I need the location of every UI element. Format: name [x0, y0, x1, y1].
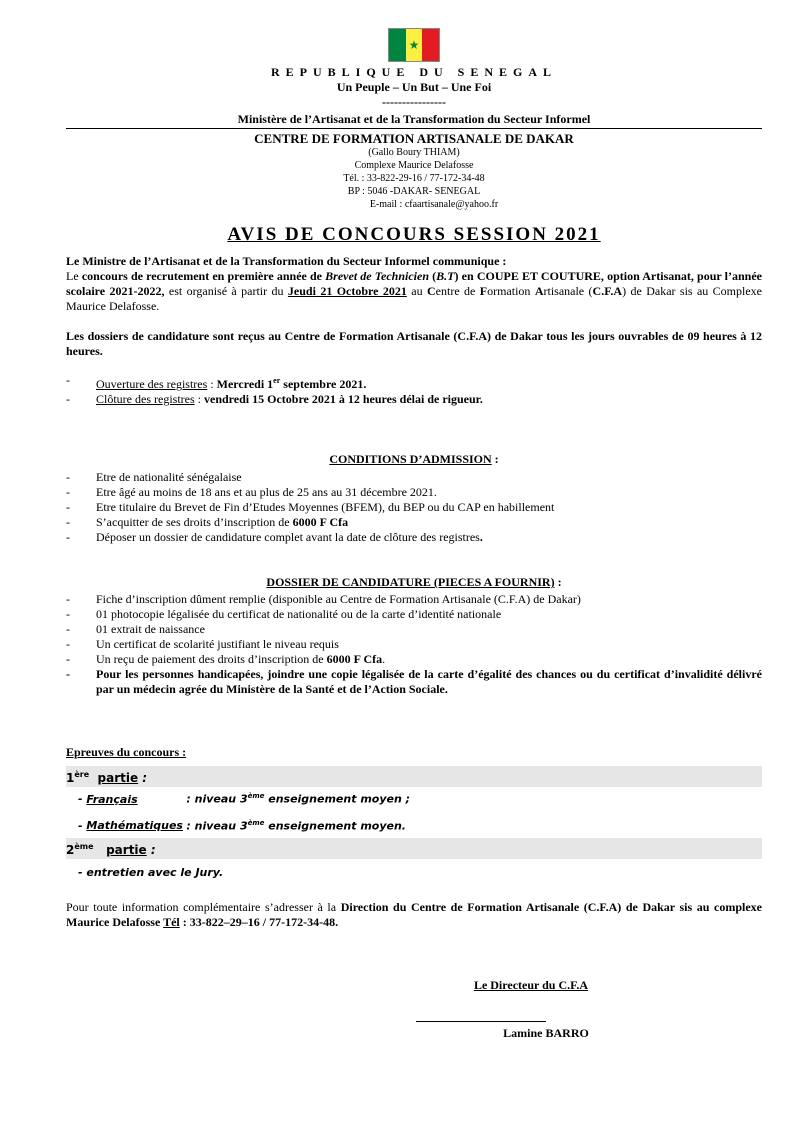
text-run: . — [382, 652, 386, 666]
text-run: Le Directeur du C.F.A — [473, 978, 589, 992]
section-title: DOSSIER DE CANDIDATURE (PIECES A FOURNIR) — [266, 575, 555, 589]
text-run: ère — [74, 770, 90, 779]
ministry-name: Ministère de l’Artisanat et de la Transformation du Secteur Informel — [237, 112, 591, 126]
dossier-list — [66, 592, 762, 697]
center-address — [66, 146, 762, 211]
dossiers-note: Les dossiers de candidature sont reçus au Centre de Formation Artisanale (C.F.A) de Dakar tous les jours ouvrables de 09 heures à 12 heures. — [66, 329, 762, 358]
fee-amount: 6000 F Cfa — [326, 652, 383, 666]
address-line: BP : 5046 -DAKAR- SENEGAL — [347, 186, 481, 197]
list-item: - Pour les personnes handicapées, joindre une copie légalisée de la carte d’égalité des chances ou du certificat d’invalidité délivré par un médecin agrée du Ministère de la Santé et de l’Action Sociale. — [66, 667, 762, 697]
epreuves-heading: Epreuves du concours : — [66, 745, 187, 759]
section-title: CONDITIONS D’ADMISSION — [329, 452, 492, 466]
text-run: concours de recrutement en première année de — [81, 269, 326, 283]
list-item: - Fiche d’inscription dûment remplie (disponible au Centre de Formation Artisanale (C.F.A) de Dakar) — [66, 592, 762, 607]
conditions-heading — [66, 452, 762, 467]
text-run: ( — [429, 269, 437, 283]
text-run: . — [479, 530, 483, 544]
text-run: septembre 2021. — [280, 377, 367, 391]
text-run: - — [78, 819, 87, 833]
list-item: - 01 photocopie légalisée du certificat de nationalité ou de la carte d’identité nationale — [66, 607, 762, 622]
text-run: partie — [97, 771, 139, 785]
register-label: Clôture des registres — [96, 392, 195, 406]
list-item — [66, 392, 762, 407]
text-run: ) de Dakar sis au Complexe Maurice Delafosse. — [66, 284, 763, 313]
text-run: : — [194, 392, 204, 406]
exam-date: Jeudi 21 Octobre 2021 — [287, 284, 407, 298]
text-run: : — [491, 452, 499, 466]
document-page — [66, 28, 763, 1040]
address-line: Tél. : 33-822-29-16 / 77-172-34-48 — [343, 173, 485, 184]
text-run: entre de — [435, 284, 480, 298]
flag-yellow-band — [406, 29, 423, 61]
list-item — [66, 373, 762, 392]
republic-heading: REPUBLIQUE DU SENEGAL — [270, 65, 558, 79]
text-run: Direction du Centre de Formation Artisanale (C.F.A) de Dakar sis au complexe Maurice Delafosse — [66, 900, 762, 930]
text-run: Tél — [163, 915, 180, 930]
address-line: (Gallo Boury THIAM) — [368, 147, 460, 158]
star-icon: ★ — [408, 38, 420, 52]
header-rule — [66, 128, 762, 129]
text-run: Brevet de Technicien — [325, 269, 430, 283]
text-run: : — [207, 377, 217, 391]
dossier-heading — [66, 575, 762, 590]
text-run: : niveau 3 — [186, 792, 248, 806]
header-separator: ---------------- — [382, 95, 446, 109]
text-run: partie — [106, 843, 147, 858]
text-run: A — [534, 284, 544, 298]
text-run: : niveau 3 — [186, 819, 248, 833]
text-run: S’acquitter de ses droits d’inscription de — [96, 515, 293, 529]
register-label: Ouverture des registres — [96, 377, 208, 391]
text-run: 2 — [66, 843, 75, 858]
contact-paragraph — [66, 900, 762, 930]
intro-line: Le Ministre de l’Artisanat et de la Transformation du Secteur Informel communique : — [66, 254, 507, 268]
text-run: : — [138, 771, 148, 785]
national-motto: Un Peuple – Un But – Une Foi — [336, 80, 492, 94]
list-item: - Etre de nationalité sénégalaise — [66, 470, 762, 485]
exam-item-interview: - entretien avec le Jury. — [78, 866, 224, 880]
text-run: Un reçu de paiement des droits d’inscription de — [96, 652, 327, 666]
list-item: - 01 extrait de naissance — [66, 622, 762, 637]
signature-line — [416, 1021, 546, 1022]
senegal-flag — [388, 28, 440, 62]
register-value: vendredi 15 Octobre 2021 à 12 heures délai de rigueur. — [204, 392, 483, 406]
part2-bar — [66, 838, 762, 859]
text-run: Le — [66, 269, 82, 283]
exam-subject: Français — [86, 792, 138, 806]
part1-bar — [66, 766, 762, 787]
list-item — [66, 530, 762, 545]
registers-list — [66, 373, 762, 407]
list-item — [66, 515, 762, 530]
register-value: Mercredi 1 — [216, 377, 274, 391]
exam-subject: Mathématiques — [86, 819, 183, 833]
text-run: enseignement moyen. — [264, 819, 406, 833]
text-run: ) en COUPE ET COUTURE, option Artisanat, pour l’année scolaire 2021-2022, — [66, 269, 762, 298]
text-run: ème — [247, 818, 265, 827]
text-run: enseignement moyen ; — [264, 792, 411, 806]
contact-phone: : 33-822–29–16 / 77-172-34-48. — [179, 915, 339, 930]
address-line: E-mail : cfaartisanale@yahoo.fr — [369, 199, 499, 210]
text-run: Pour toute information complémentaire s’adresser à la — [66, 900, 341, 915]
intro-paragraph — [66, 269, 762, 314]
text-run: - — [78, 792, 87, 806]
flag-green-band — [389, 29, 406, 61]
list-item: - Un certificat de scolarité justifiant le niveau requis — [66, 637, 762, 652]
text-run: au — [406, 284, 427, 298]
text-run: rtisanale ( — [543, 284, 593, 298]
text-run: B.T — [436, 269, 455, 283]
flag-red-band — [422, 29, 439, 61]
conditions-list — [66, 470, 762, 545]
text-run: Déposer un dossier de candidature complet avant la date de clôture des registres — [96, 530, 480, 544]
text-run: C.F.A — [592, 284, 623, 298]
text-run: ormation — [487, 284, 535, 298]
text-run: ème — [74, 842, 94, 852]
exam-item-math — [66, 816, 762, 834]
center-name: CENTRE DE FORMATION ARTISANALE DE DAKAR — [254, 131, 574, 146]
text-run: C — [426, 284, 436, 298]
exam-item-french — [66, 789, 762, 807]
list-item: - Etre titulaire du Brevet de Fin d’Etudes Moyennes (BFEM), du BEP ou du CAP en habillement — [66, 500, 762, 515]
address-line: Complexe Maurice Delafosse — [354, 160, 474, 171]
text-run: F — [479, 284, 488, 298]
text-run: er — [273, 376, 281, 385]
text-run: : — [554, 575, 562, 589]
list-item: - Etre âgé au moins de 18 ans et au plus de 25 ans au 31 décembre 2021. — [66, 485, 762, 500]
text-run: est organisé à partir du — [164, 284, 288, 298]
fee-amount: 6000 F Cfa — [292, 515, 349, 529]
signature-title — [446, 978, 616, 993]
list-item — [66, 652, 762, 667]
notice-title: AVIS DE CONCOURS SESSION 2021 — [227, 224, 601, 245]
text-run: ème — [247, 792, 265, 800]
text-run: 1 — [66, 771, 75, 785]
text-run: : — [146, 843, 156, 858]
signatory-name: Lamine BARRO — [503, 1026, 589, 1040]
